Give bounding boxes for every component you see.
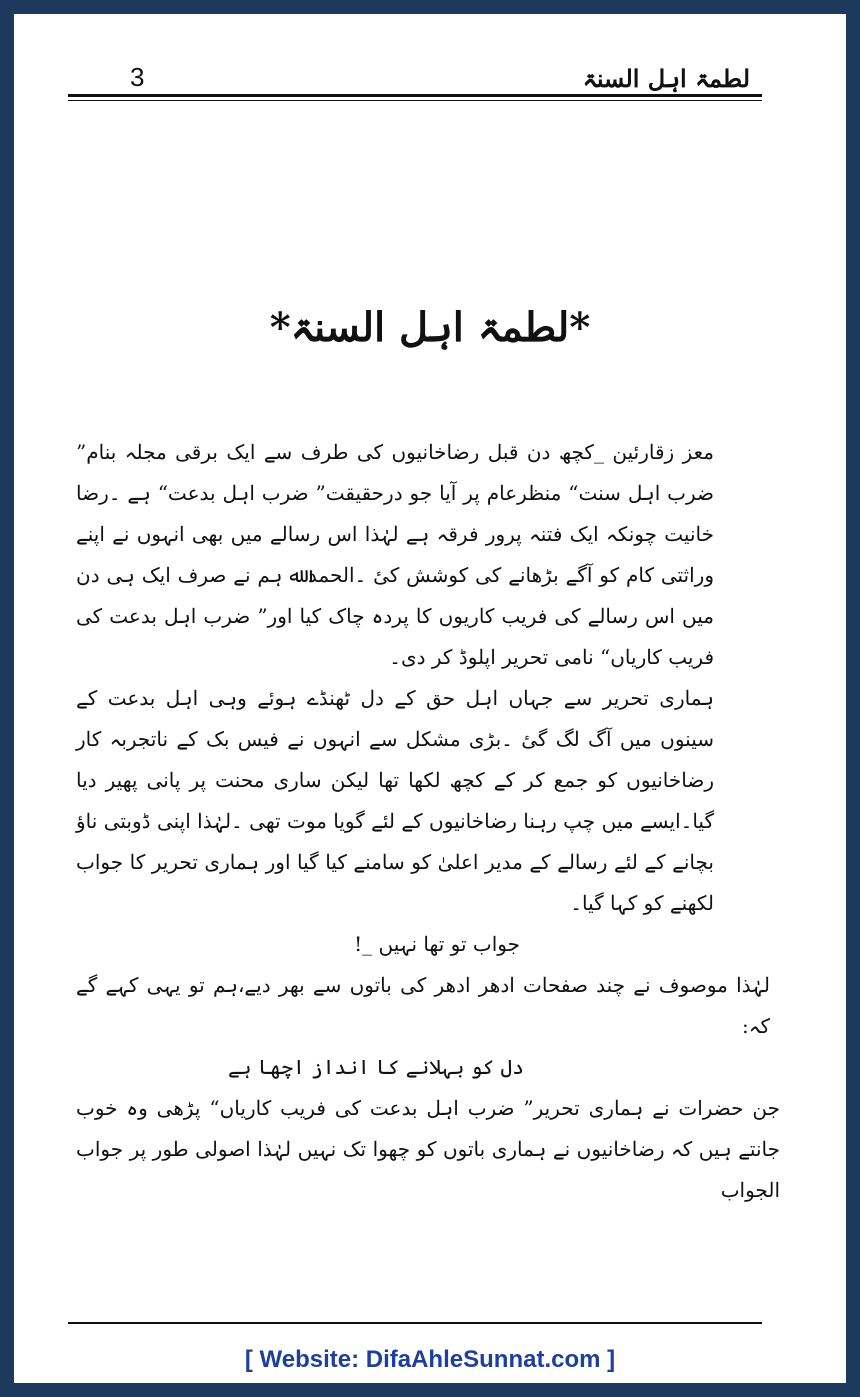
website-link[interactable]: [ Website: DifaAhleSunnat.com ] bbox=[244, 1346, 616, 1373]
paragraph-conclusion: جن حضرات نے ہماری تحریر” ضرب اہل بدعت کی فریب کاریاں“ پڑھی وہ خوب جانتے ہیں کہ رضاخانیوں نے ہماری باتوں کو چھوا تک نہیں لہٰذا اصولی طور پر جواب الجواب bbox=[76, 1096, 780, 1202]
page-title: *لطمۃ اہل السنۃ* bbox=[269, 304, 591, 351]
body-text bbox=[76, 432, 780, 1211]
footer-rule bbox=[68, 1322, 762, 1324]
page bbox=[14, 14, 846, 1383]
paragraph-pages-filled: لہٰذا موصوف نے چند صفحات ادھر ادھر کی باتوں سے بھر دیے،ہم تو یہی کہے گے کہ: bbox=[76, 973, 770, 1038]
paragraph-reaction: ہماری تحریر سے جہاں اہل حق کے دل ٹھنڈے ہوئے وہی اہل بدعت کے سینوں میں آگ لگ گیٔ ۔بڑی مشکل سے انہوں نے فیس بک کے ناتجربہ کار رضاخانیوں کو جمع کر کے کچھ لکھا تھا لیکن ساری محنت پر پانی پھیر دیا گیا۔ایسے میں چپ رہنا رضاخانیوں کے لئے گویا موت تھی ۔لہٰذا اپنی ڈوبتی ناؤ بچانے کے لئے رسالے کے مدیر اعلیٰ کو سامنے کیا گیا اور ہماری تحریر کا جواب لکھنے کو کہا گیا۔ bbox=[76, 686, 714, 915]
paragraph-intro: معز زقارئین _کچھ دن قبل رضاخانیوں کی طرف سے ایک برقی مجلہ بنام” ضرب اہل سنت“ منظرعام پر آیا جو درحقیقت” ضرب اہل بدعت“ ہے ۔رضا خانیت چونکہ ایک فتنہ پرور فرقہ ہے لہٰذا اس رسالے میں بھی انہوں نے اپنے وراثتی کام کو آگے بڑھانے کی کوشش کیٔ ۔الحمد ﷲ ہم نے صرف ایک ہی دن میں اس رسالے کی فریب کاریوں کا پردہ چاک کیا اور” ضرب اہل بدعت کی فریب کاریاں“ نامی تحریر اپلوڈ کر دی۔ bbox=[76, 440, 714, 669]
running-header-title: لطمۃ اہل السنۃ bbox=[582, 64, 750, 93]
header-rule-thin bbox=[68, 100, 762, 101]
page-number: 3 bbox=[130, 62, 145, 92]
header-rule-thick bbox=[68, 94, 762, 97]
paragraph-no-answer: جواب تو تھا نہیں _! bbox=[354, 932, 520, 956]
verse-line: دل کو بہلانے کا انداز اچھا ہے bbox=[228, 1055, 524, 1079]
